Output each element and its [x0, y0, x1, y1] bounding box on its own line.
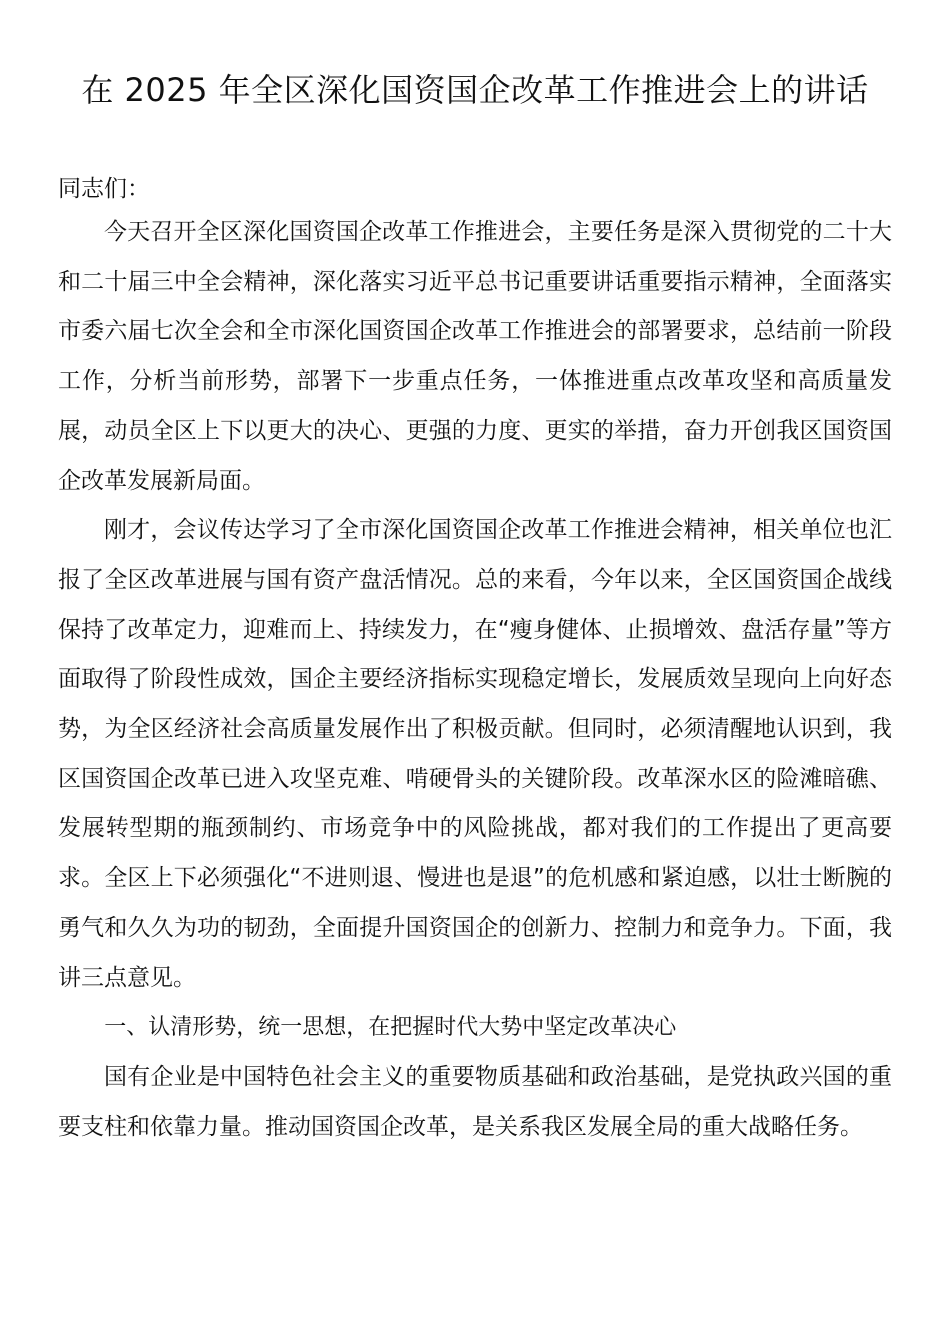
paragraph-review: 刚才，会议传达学习了全市深化国资国企改革工作推进会精神，相关单位也汇报了全区改革进展与国有资产盘活情况。总的来看，今年以来，全区国资国企战线保持了改革定力，迎难而上、持续发力，在“瘦身健体、止损增效、盘活存量”等方面取得了阶段性成效，国企主要经济指标实现稳定增长，发展质效呈现向上向好态势，为全区经济社会高质量发展作出了积极贡献。但同时，必须清醒地认识到，我区国资国企改革已进入攻坚克难、啃硬骨头的关键阶段。改革深水区的险滩暗礁、发展转型期的瓶颈制约、市场竞争中的风险挑战，都对我们的工作提出了更高要求。全区上下必须强化“不进则退、慢进也是退”的危机感和紧迫感，以壮士断腕的勇气和久久为功的韧劲，全面提升国资国企的创新力、控制力和竞争力。下面，我讲三点意见。 — [58, 517, 892, 991]
paragraph-opening: 今天召开全区深化国资国企改革工作推进会，主要任务是深入贯彻党的二十大和二十届三中全会精神，深化落实习近平总书记重要讲话重要指示精神，全面落实市委六届七次全会和全市深化国资国企改革工作推进会的部署要求，总结前一阶段工作，分析当前形势，部署下一步重点任务，一体推进重点改革攻坚和高质量发展，动员全区上下以更大的决心、更强的力度、更实的举措，奋力开创我区国资国企改革发展新局面。 — [58, 219, 892, 494]
section-heading: 一、认清形势，统一思想，在把握时代大势中坚定改革决心 — [104, 1015, 677, 1041]
section-paragraph: 国有企业是中国特色社会主义的重要物质基础和政治基础，是党执政兴国的重要支柱和依靠力量。推动国资国企改革，是关系我区发展全局的重大战略任务。 — [58, 1063, 892, 1140]
greeting: 同志们： — [58, 176, 150, 202]
document-body — [58, 170, 892, 1152]
document-title: 在 2025 年全区深化国资国企改革工作推进会上的讲话 — [81, 71, 869, 109]
